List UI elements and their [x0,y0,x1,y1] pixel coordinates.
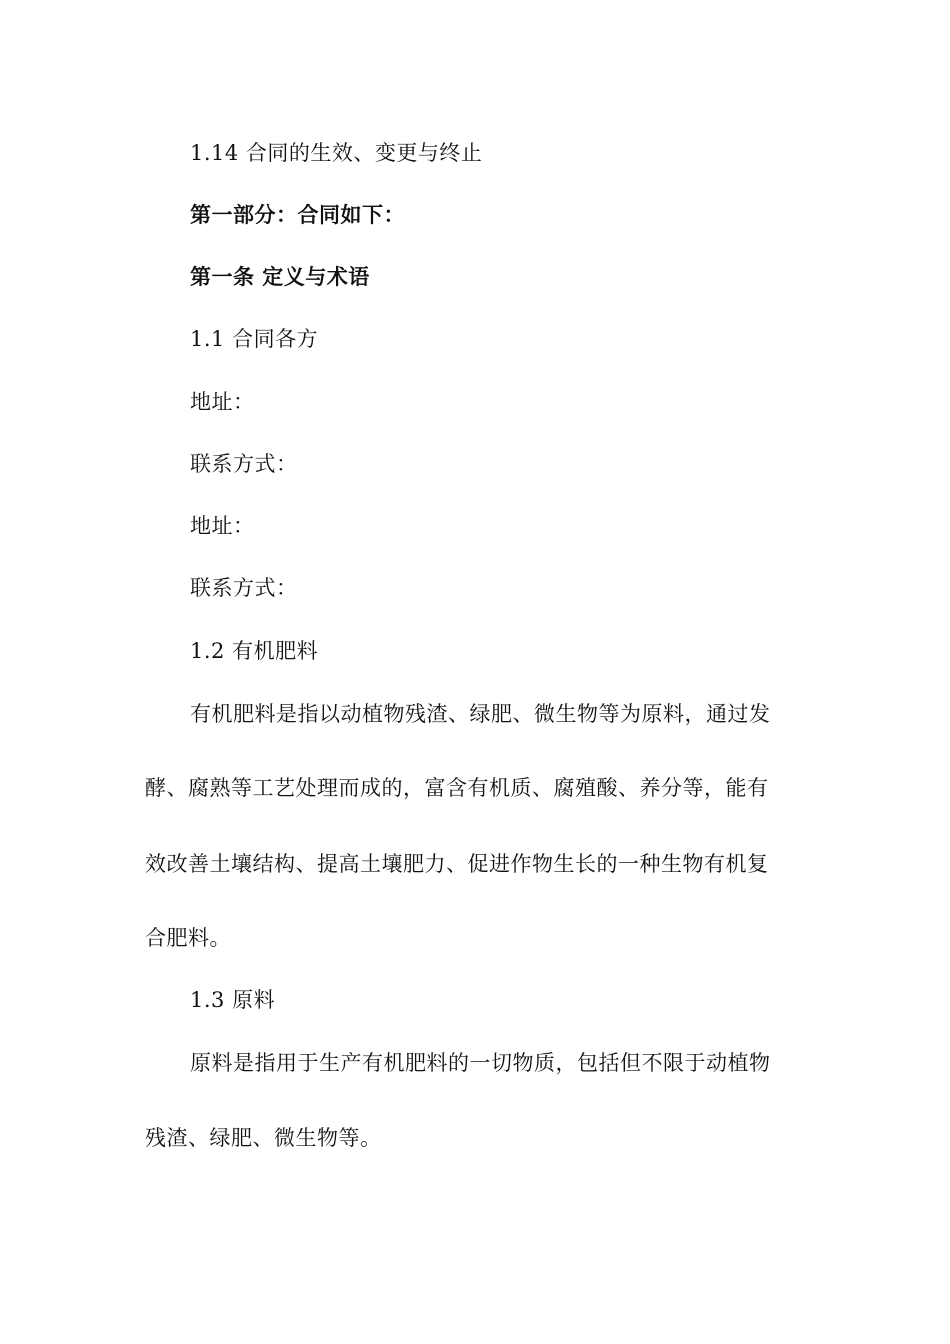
section-heading-1-1: 1.1 合同各方 [190,327,319,351]
contact-label-1: 联系方式： [190,452,298,476]
section-heading-1-3: 1.3 原料 [190,988,276,1012]
paragraph-line: 酵、腐熟等工艺处理而成的，富含有机质、腐殖酸、养分等，能有 [145,776,769,800]
paragraph-line: 有机肥料是指以动植物残渣、绿肥、微生物等为原料，通过发 [190,702,771,726]
paragraph-line: 效改善土壤结构、提高土壤肥力、促进作物生长的一种生物有机复 [145,852,769,876]
paragraph-line: 合肥料。 [145,926,231,950]
section-heading-1-14: 1.14 合同的生效、变更与终止 [190,141,483,165]
article-heading: 第一条 定义与术语 [190,265,370,289]
paragraph-line: 原料是指用于生产有机肥料的一切物质，包括但不限于动植物 [190,1051,771,1075]
part-heading: 第一部分：合同如下： [190,203,405,227]
paragraph-line: 残渣、绿肥、微生物等。 [145,1126,382,1150]
address-label-1: 地址： [190,390,255,414]
section-heading-1-2: 1.2 有机肥料 [190,639,319,663]
contact-label-2: 联系方式： [190,576,298,600]
address-label-2: 地址： [190,514,255,538]
